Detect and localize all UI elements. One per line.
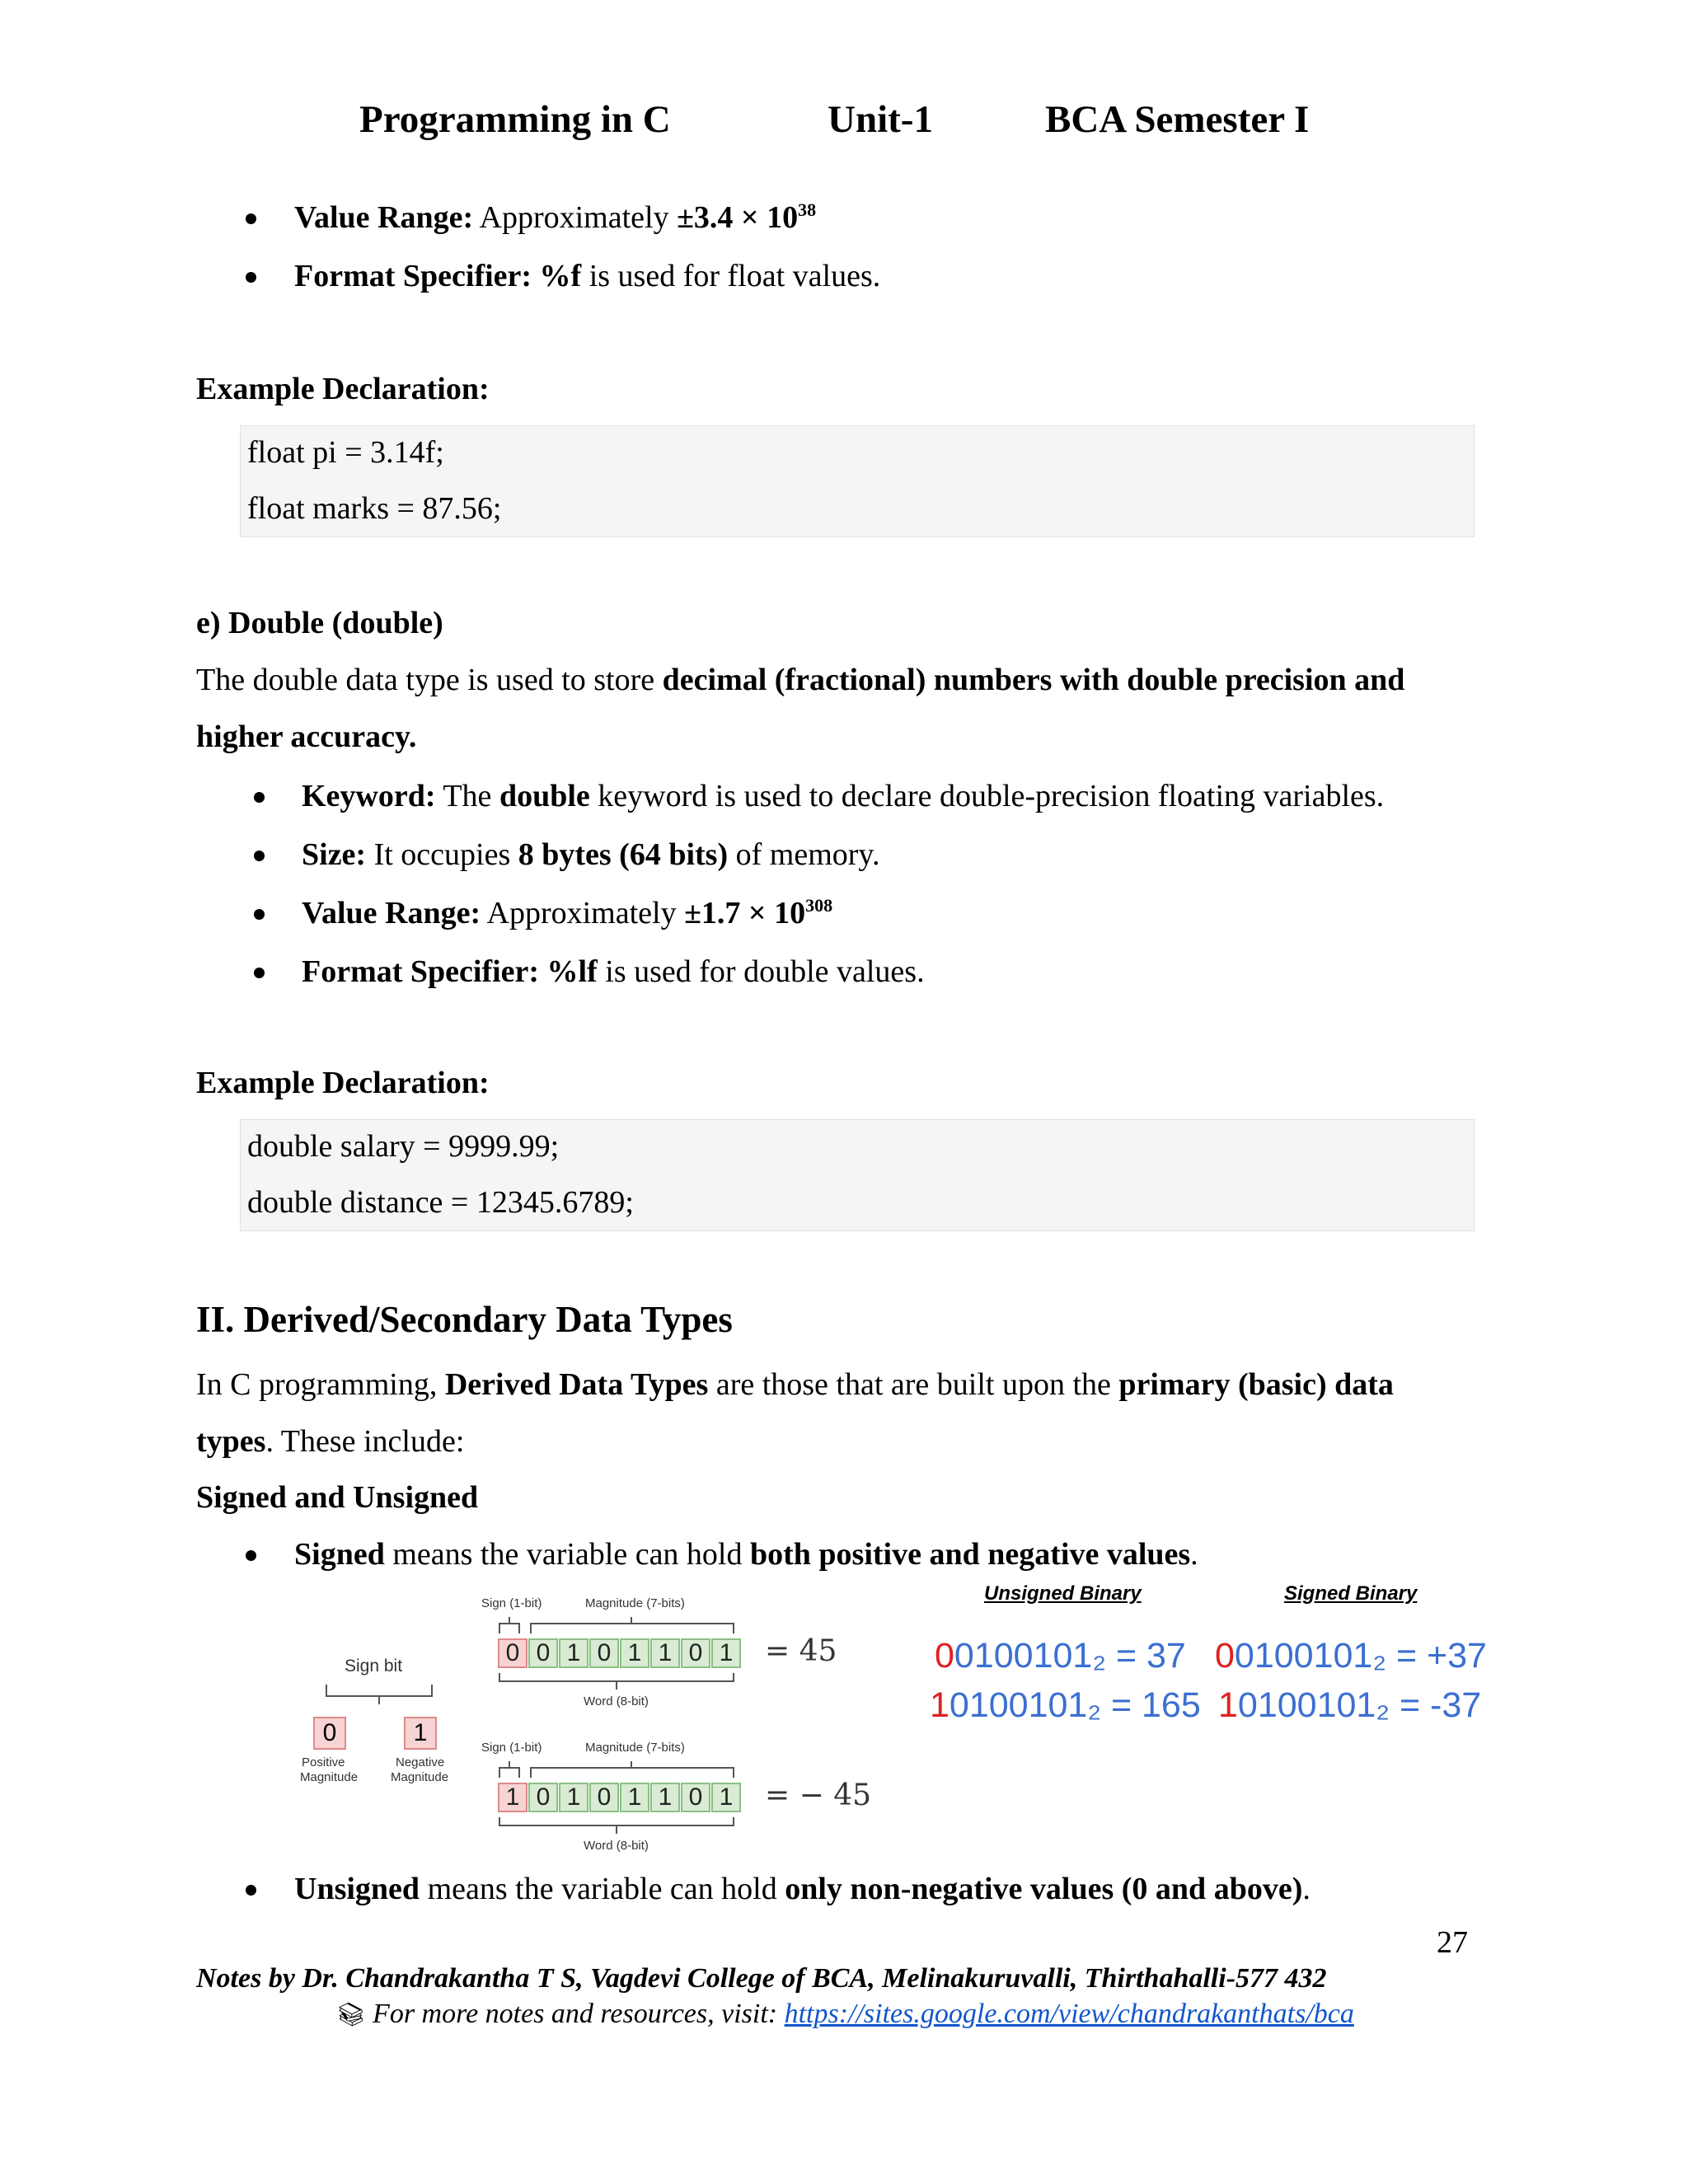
positive-magnitude-label-2: Magnitude [300,1770,359,1784]
footer-credit: Notes by Dr. Chandrakantha T S, Vagdevi College of BCA, Melinakuruvalli, Thirthahalli-577 432 [196,1963,1327,1994]
section-heading-derived: II. Derived/Secondary Data Types [196,1299,733,1340]
magnitude-bit-cell: 0 [589,1638,619,1668]
magnitude-bit-cell: 1 [650,1638,680,1668]
bullet-icon [254,851,265,861]
code-line: double salary = 9999.99; [247,1129,560,1164]
section-heading-double: e) Double (double) [196,606,443,640]
word1-result: = 45 [765,1634,837,1668]
word1-label: Word (8-bit) [584,1694,649,1708]
word2-label: Word (8-bit) [584,1839,649,1853]
sign-bit-zero: 0 [313,1717,346,1750]
double-format-specifier: Format Specifier: %lf is used for double values. [302,954,925,989]
resources-link[interactable]: https://sites.google.com/view/chandrakanthats/bca [784,1999,1354,2029]
bullet-icon [254,968,265,978]
magnitude-bit-cell: 0 [681,1638,710,1668]
code-line: double distance = 12345.6789; [247,1185,634,1220]
subheading-signed-unsigned: Signed and Unsigned [196,1480,479,1515]
double-size: Size: It occupies 8 bytes (64 bits) of memory. [302,837,880,872]
positive-magnitude-label-1: Positive [302,1755,345,1769]
float-format-specifier: Format Specifier: %f is used for float values. [294,259,881,293]
sign-bit-one: 1 [404,1717,437,1750]
double-value-range: Value Range: Approximately $\pm 1.7 \times 10^{308}$ [302,895,833,930]
word2-bottom-brace [495,1816,742,1835]
double-keyword: Keyword: The double keyword is used to declare double-precision floating variables. [302,779,1385,813]
word2-result: = − 45 [765,1779,872,1812]
negative-magnitude-label-2: Magnitude [391,1770,449,1784]
footer-resources: 📚︎ For more notes and resources, visit: https://sites.google.com/view/chandrakanthats/bca [336,1999,1354,2029]
bullet-icon [246,1550,256,1561]
sign-bit-cell: 1 [498,1783,528,1812]
bullet-icon [254,909,265,920]
magnitude-7bit-label: Magnitude (7-bits) [585,1741,685,1755]
magnitude-7bit-label: Magnitude (7-bits) [585,1596,685,1610]
sign-bit-cell: 0 [498,1638,528,1668]
magnitude-bit-cell: 0 [589,1783,619,1812]
magnitude-bit-cell: 1 [711,1638,741,1668]
example-heading: Example Declaration: [196,1066,490,1100]
bullet-icon [254,792,265,803]
signed-row: 00100101₂ = +37 [1215,1636,1487,1675]
header-semester: BCA Semester I [1045,98,1310,141]
unsigned-bullet: Unsigned means the variable can hold only non-negative values (0 and above). [294,1872,1311,1906]
derived-intro-line1: In C programming, Derived Data Types are those that are built upon the primary (basic) data [196,1367,1394,1402]
magnitude-bit-cell: 0 [528,1783,558,1812]
word1-top-brace [495,1615,742,1637]
sign-bit-brace [313,1683,445,1716]
bullet-icon [246,1885,256,1896]
magnitude-bit-cell: 1 [620,1783,649,1812]
sign-1bit-label: Sign (1-bit) [481,1741,542,1755]
word1-bottom-brace [495,1671,742,1691]
negative-magnitude-label-1: Negative [396,1755,445,1769]
magnitude-bit-cell: 1 [711,1783,741,1812]
double-intro-line1: The double data type is used to store decimal (fractional) numbers with double precision and [196,663,1405,697]
sign-1bit-label: Sign (1-bit) [481,1596,542,1610]
float-value-range: Value Range: Approximately $\pm 3.4 \times 10^{38}$ [294,199,817,235]
unsigned-row: 10100101₂ = 165 [930,1685,1201,1725]
unsigned-row: 00100101₂ = 37 [935,1636,1186,1675]
bullet-icon [246,213,256,224]
signed-binary-title: Signed Binary [1284,1582,1418,1605]
sign-bit-label: Sign bit [345,1657,403,1675]
magnitude-bit-cell: 0 [528,1638,558,1668]
code-line: float marks = 87.56; [247,491,502,526]
double-intro-line2: higher accuracy. [196,719,417,754]
magnitude-bit-cell: 1 [559,1638,588,1668]
books-icon: 📚︎ [336,2003,366,2028]
code-block [240,1119,1475,1231]
word2-top-brace [495,1760,742,1781]
code-block [240,425,1475,537]
example-heading: Example Declaration: [196,372,490,406]
derived-intro-line2: types. These include: [196,1424,465,1459]
header-course: Programming in C [359,98,671,141]
code-line: float pi = 3.14f; [247,435,444,470]
signed-bullet: Signed means the variable can hold both positive and negative values. [294,1537,1198,1572]
signed-row: 10100101₂ = -37 [1218,1685,1482,1725]
magnitude-bit-cell: 1 [559,1783,588,1812]
bullet-icon [246,272,256,283]
magnitude-bit-cell: 1 [620,1638,649,1668]
magnitude-bit-cell: 0 [681,1783,710,1812]
magnitude-bit-cell: 1 [650,1783,680,1812]
header-unit: Unit-1 [828,98,933,141]
unsigned-binary-title: Unsigned Binary [984,1582,1142,1605]
page-number: 27 [1437,1925,1468,1960]
